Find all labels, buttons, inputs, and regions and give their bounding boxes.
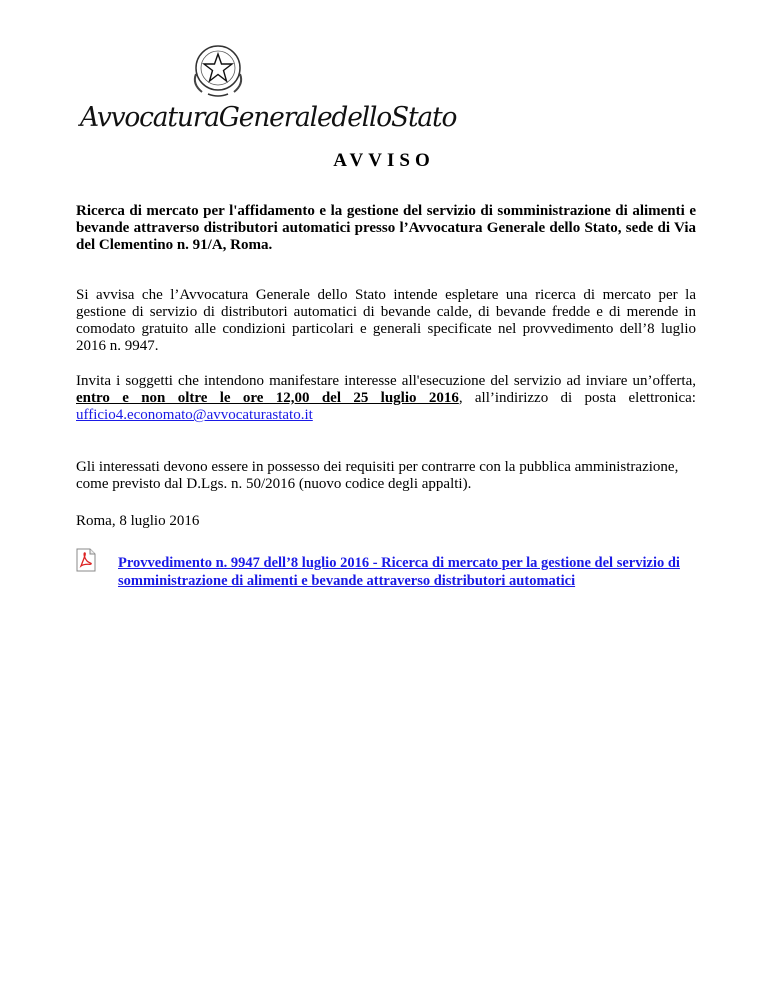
paragraph-requirements: Gli interessati devono essere in possesso dei requisiti per contrarre con la pubblica amministrazione, come previsto dal D.Lgs. n. 50/2016 (nuovo codice degli appalti).: [76, 459, 679, 492]
attachment-link[interactable]: Provvedimento n. 9947 dell’8 luglio 2016 - Ricerca di mercato per la gestione del servizio di somministrazione di alimenti e bevande attraverso distributori automatici: [118, 555, 680, 589]
invitation-text-end: , all’indirizzo di posta elettronica:: [458, 390, 696, 406]
italian-republic-emblem-icon: [188, 40, 248, 100]
paragraph-announcement: Si avvisa che l’Avvocatura Generale dello Stato intende espletare una ricerca di mercato per la gestione di servizio di distributori automatici di bevande calde, di bevande fredde e di merende in comodato gratuito alle condizioni particolari e generali specificate nel provvedimento dell’8 luglio 2016 n. 9947.: [76, 287, 696, 354]
date-place: Roma, 8 luglio 2016: [76, 513, 200, 529]
invitation-text: Invita i soggetti che intendono manifestare interesse all'esecuzione del servizio ad inviare un’offerta,: [76, 373, 696, 389]
logo-text: AvvocaturaGeneraledelloStato: [80, 102, 457, 133]
notice-subject: Ricerca di mercato per l'affidamento e la gestione del servizio di somministrazione di alimenti e bevande attraverso distributori automatici presso l’Avvocatura Generale dello Stato, sede di Via del Clementino n. 91/A, Roma.: [76, 203, 696, 253]
page-title: AVVISO: [333, 150, 435, 171]
paragraph-invitation: [76, 373, 696, 424]
email-link[interactable]: ufficio4.economato@avvocaturastato.it: [76, 407, 313, 423]
pdf-file-icon: [76, 548, 96, 572]
header-logo: [76, 36, 457, 136]
deadline-text: entro e non oltre le ore 12,00 del 25 luglio 2016: [76, 390, 459, 406]
